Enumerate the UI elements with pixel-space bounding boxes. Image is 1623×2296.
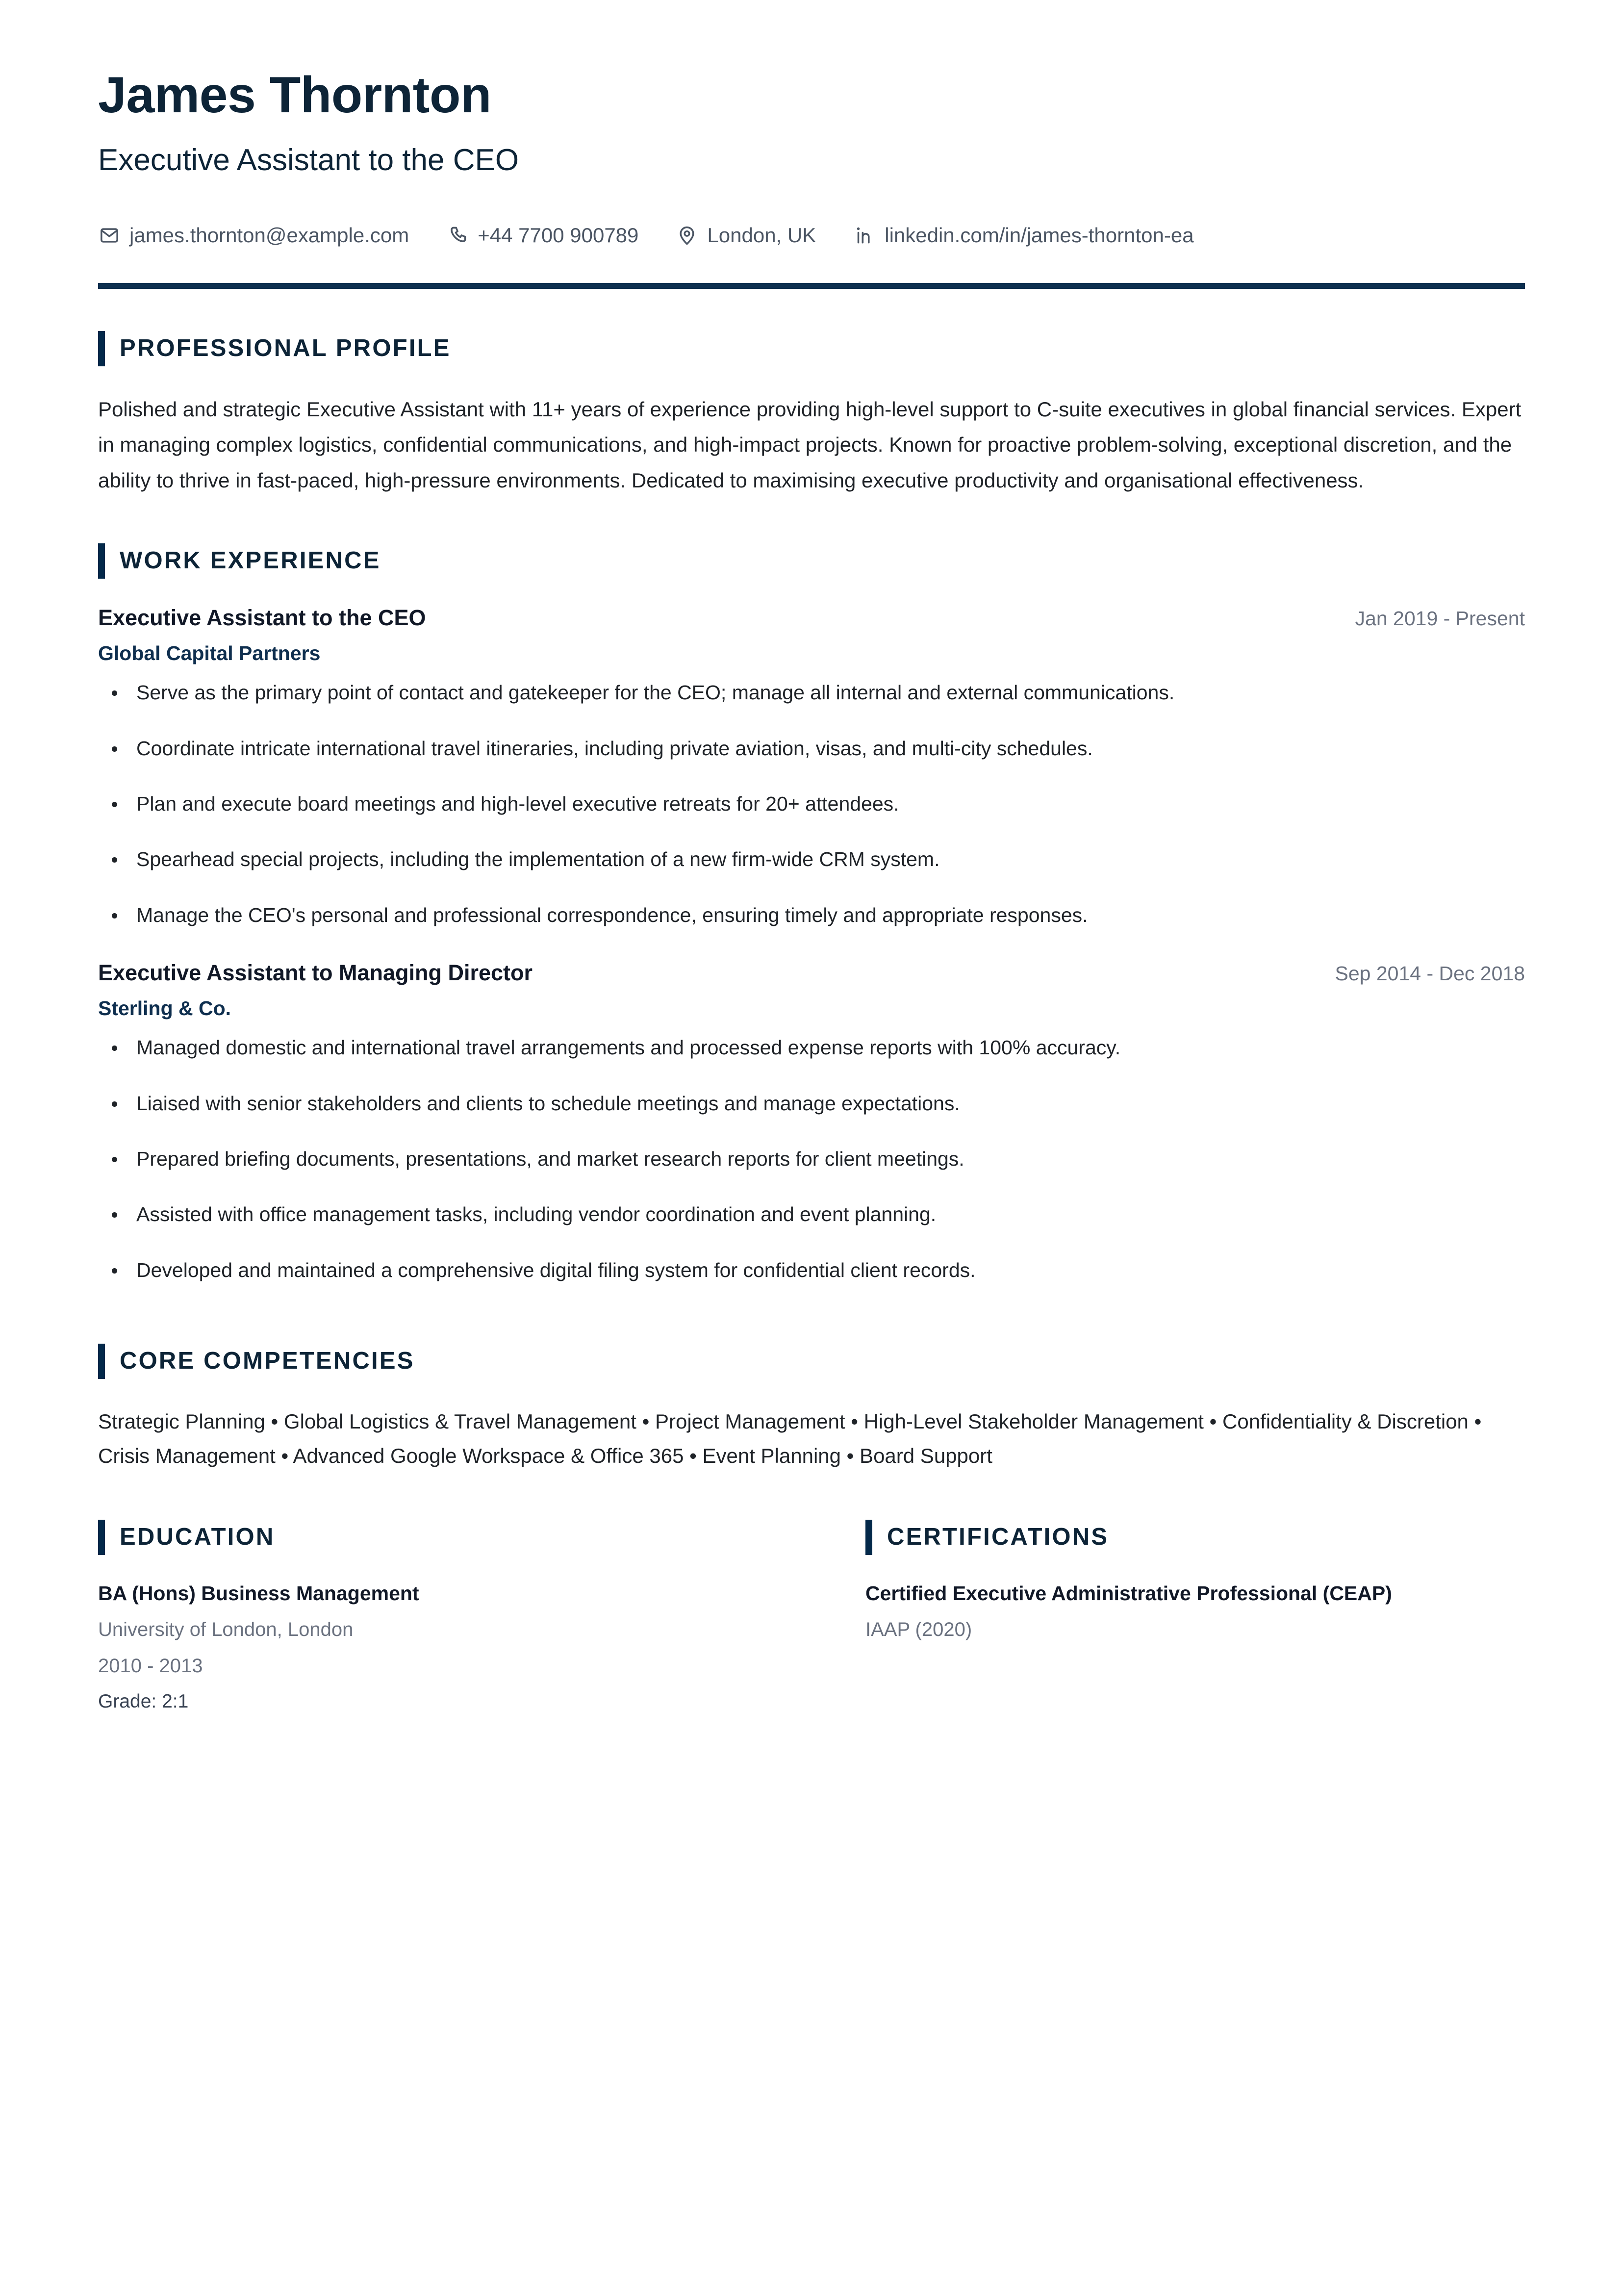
education-grade: Grade: 2:1 xyxy=(98,1691,189,1712)
section-accent-bar xyxy=(865,1520,872,1555)
job-dates: Jan 2019 - Present xyxy=(1355,607,1525,630)
education-degree: BA (Hons) Business Management xyxy=(98,1582,419,1605)
job-title: Executive Assistant to the CEO xyxy=(98,605,426,630)
section-education xyxy=(98,1520,812,1715)
certification-name: Certified Executive Administrative Professional (CEAP) xyxy=(865,1582,1392,1605)
candidate-headline: Executive Assistant to the CEO xyxy=(98,143,519,178)
profile-summary-text: Polished and strategic Executive Assistant with 11+ years of experience providing high-level support to C-suite executives in global financial services. Expert in managing complex logistics, confidential communications, and high-impact projects. Known for proactive problem-solving, exceptional discretion, and the ability to thrive in fast-paced, high-pressure environments. Dedicated to maximising executive productivity and organisational effectiveness. xyxy=(98,398,1522,492)
section-accent-bar xyxy=(98,543,105,579)
section-professional-profile xyxy=(98,331,1525,498)
contact-phone[interactable] xyxy=(446,224,638,247)
list-item: Manage the CEO's personal and professional correspondence, ensuring timely and appropriate responses. xyxy=(98,902,1525,929)
contact-linkedin[interactable] xyxy=(853,224,1193,247)
list-item: Spearhead special projects, including the implementation of a new firm-wide CRM system. xyxy=(98,846,1525,873)
phone-icon xyxy=(446,224,469,247)
list-item: Serve as the primary point of contact and gatekeeper for the CEO; manage all internal and external communications. xyxy=(98,679,1525,706)
section-work-experience xyxy=(98,543,1525,1284)
section-certifications xyxy=(812,1520,1525,1715)
linkedin-icon xyxy=(853,224,876,247)
contact-email-label: james.thornton@example.com xyxy=(129,224,409,247)
experience-entry-header xyxy=(98,959,1525,987)
contact-phone-label: +44 7700 900789 xyxy=(478,224,639,247)
section-header-competencies xyxy=(98,1344,1525,1379)
education-years: 2010 - 2013 xyxy=(98,1655,203,1677)
experience-entry xyxy=(98,604,1525,929)
contact-location-label: London, UK xyxy=(707,224,816,247)
list-item: Liaised with senior stakeholders and clients to schedule meetings and manage expectations. xyxy=(98,1090,1525,1117)
job-company: Global Capital Partners xyxy=(98,641,321,664)
contact-row xyxy=(98,224,1525,247)
list-item: Coordinate intricate international travel itineraries, including private aviation, visas, and multi-city schedules. xyxy=(98,735,1525,762)
candidate-name: James Thornton xyxy=(98,67,491,124)
list-item: Plan and execute board meetings and high-level executive retreats for 20+ attendees. xyxy=(98,791,1525,817)
contact-linkedin-label: linkedin.com/in/james-thornton-ea xyxy=(885,224,1194,247)
experience-entry xyxy=(98,959,1525,1284)
envelope-icon xyxy=(98,224,121,247)
resume-header xyxy=(98,69,1525,289)
header-divider xyxy=(98,283,1525,289)
job-title: Executive Assistant to Managing Director xyxy=(98,960,533,985)
list-item: Managed domestic and international travel arrangements and processed expense reports with 100% accuracy. xyxy=(98,1034,1525,1061)
section-header-profile xyxy=(98,331,1525,366)
map-pin-icon xyxy=(676,224,698,247)
section-title-competencies: CORE COMPETENCIES xyxy=(120,1348,415,1375)
list-item: Developed and maintained a comprehensive digital filing system for confidential client records. xyxy=(98,1257,1525,1284)
section-accent-bar xyxy=(98,1520,105,1555)
contact-location[interactable] xyxy=(676,224,816,247)
section-title-education: EDUCATION xyxy=(120,1524,275,1551)
section-header-certifications xyxy=(865,1520,1525,1555)
certification-issuer: IAAP (2020) xyxy=(865,1619,972,1641)
job-responsibilities-list xyxy=(98,1034,1525,1284)
section-header-education xyxy=(98,1520,812,1555)
job-responsibilities-list xyxy=(98,679,1525,929)
section-title-experience: WORK EXPERIENCE xyxy=(120,547,381,574)
list-item: Assisted with office management tasks, including vendor coordination and event planning. xyxy=(98,1201,1525,1228)
job-company: Sterling & Co. xyxy=(98,997,231,1020)
section-title-profile: PROFESSIONAL PROFILE xyxy=(120,335,451,362)
list-item: Prepared briefing documents, presentations, and market research reports for client meetings. xyxy=(98,1146,1525,1173)
experience-entry-header xyxy=(98,604,1525,632)
section-accent-bar xyxy=(98,1344,105,1379)
contact-email[interactable] xyxy=(98,224,409,247)
job-dates: Sep 2014 - Dec 2018 xyxy=(1335,962,1525,985)
section-header-experience xyxy=(98,543,1525,579)
education-institution: University of London, London xyxy=(98,1619,354,1641)
competencies-list-text: Strategic Planning • Global Logistics & Travel Management • Project Management • High-Level Stakeholder Management • Confidentiality & Discretion • Crisis Management • Advanced Google Workspace & Office 365 • Event Planning • Board Support xyxy=(98,1409,1482,1467)
section-title-certifications: CERTIFICATIONS xyxy=(887,1524,1109,1551)
section-accent-bar xyxy=(98,331,105,366)
bottom-two-column xyxy=(98,1520,1525,1715)
section-core-competencies xyxy=(98,1344,1525,1473)
